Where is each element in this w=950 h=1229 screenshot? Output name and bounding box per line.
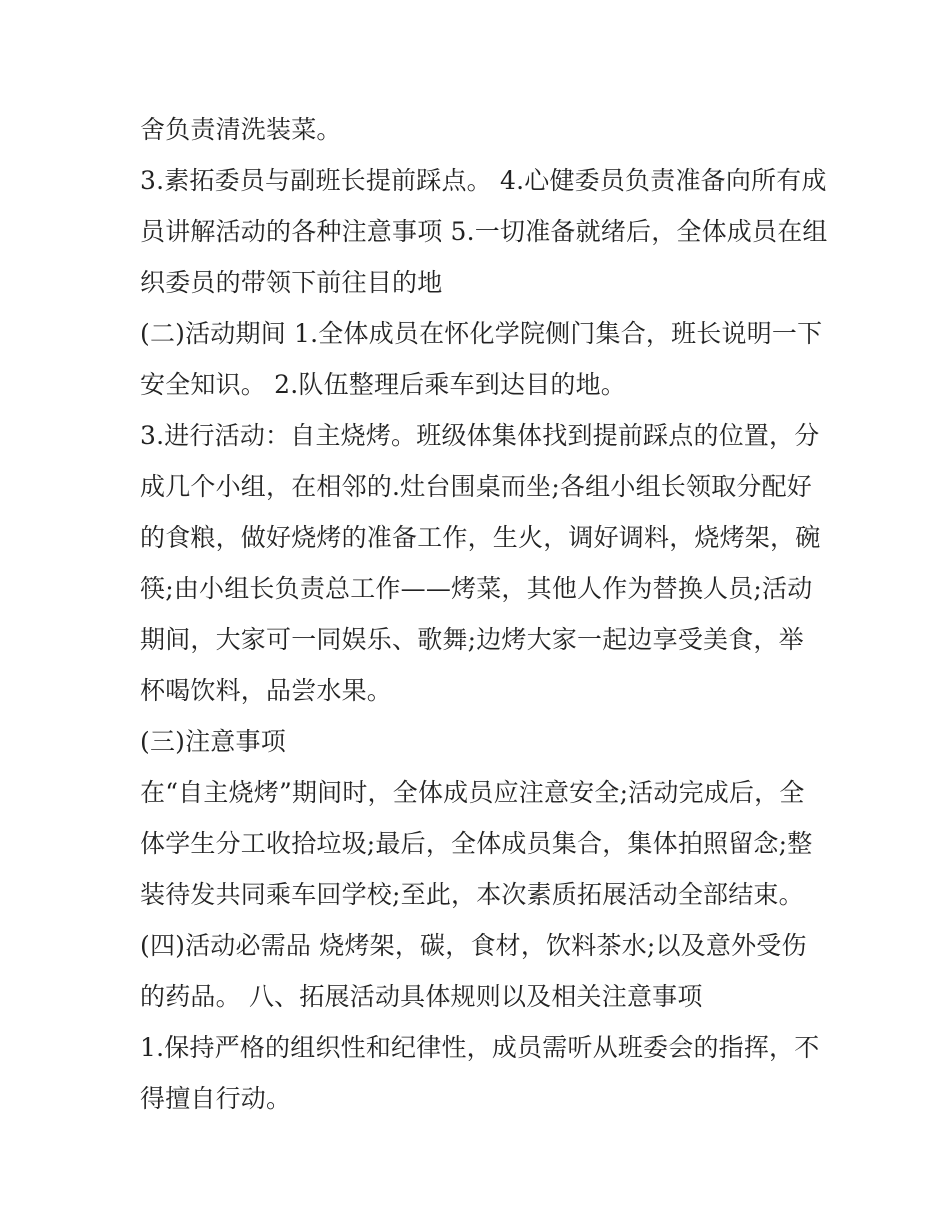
- text-line-20: 得擅自行动。: [140, 1084, 292, 1113]
- text-line-4: 织委员的带领下前往目的地: [140, 268, 443, 297]
- text-line-14: 在“自主烧烤”期间时，全体成员应注意安全;活动完成后，全: [140, 778, 805, 807]
- text-line-6: 安全知识。 2.队伍整理后乘车到达目的地。: [140, 370, 627, 399]
- text-line-3: 员讲解活动的各种注意事项 5.一切准备就绪后，全体成员在组: [140, 217, 828, 246]
- text-line-17: (四)活动必需品 烧烤架，碳，食材，饮料茶水;以及意外受伤: [140, 931, 807, 960]
- text-line-13: (三)注意事项: [140, 727, 286, 756]
- text-line-10: 筷;由小组长负责总工作——烤菜，其他人作为替换人员;活动: [140, 574, 813, 603]
- text-line-1: 舍负责清洗装菜。: [140, 115, 342, 144]
- text-line-15: 体学生分工收拾垃圾;最后，全体成员集合，集体拍照留念;整: [140, 829, 813, 858]
- text-line-8: 成几个小组，在相邻的.灶台围桌而坐;各组小组长领取分配好: [140, 472, 812, 501]
- text-line-5: (二)活动期间 1.全体成员在怀化学院侧门集合，班长说明一下: [140, 319, 823, 348]
- text-line-18: 的药品。 八、拓展活动具体规则以及相关注意事项: [140, 982, 703, 1011]
- text-line-12: 杯喝饮料，品尝水果。: [140, 676, 393, 705]
- document-body: [140, 104, 828, 1124]
- text-line-19: 1.保持严格的组织性和纪律性，成员需听从班委会的指挥，不: [140, 1033, 820, 1062]
- text-line-11: 期间，大家可一同娱乐、歌舞;边烤大家一起边享受美食，举: [140, 625, 804, 654]
- text-line-7: 3.进行活动：自主烧烤。班级体集体找到提前踩点的位置，分: [140, 421, 820, 450]
- text-line-9: 的食粮，做好烧烤的准备工作，生火，调好调料，烧烤架，碗: [140, 523, 821, 552]
- text-line-16: 装待发共同乘车回学校;至此，本次素质拓展活动全部结束。: [140, 880, 804, 909]
- text-line-2: 3.素拓委员与副班长提前踩点。 4.心健委员负责准备向所有成: [140, 166, 827, 195]
